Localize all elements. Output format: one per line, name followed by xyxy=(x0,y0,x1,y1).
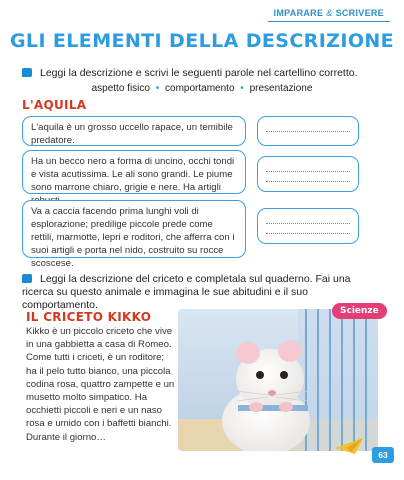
aquila-paragraph-2: Ha un becco nero a forma di uncino, occhi tondi e vista acutissima. Le ali sono grandi. Le piume sono marrone chiaro, grigie e nere. Ha artigli xyxy=(22,150,246,194)
section-header xyxy=(268,6,390,22)
instruction-bullet-icon xyxy=(22,68,32,77)
page-title: GLI ELEMENTI DELLA DESCRIZIONE xyxy=(9,30,395,52)
criceto-heading: IL CRICETO KIKKO xyxy=(26,310,152,324)
aquila-heading: L'AQUILA xyxy=(22,98,87,112)
instruction-2-text: Leggi la descrizione del criceto e completala sul quaderno. Fai una ricerca su questo animale e immagina le sue abitudini e il suo comportamento. xyxy=(22,273,351,311)
instruction-2 xyxy=(22,273,352,312)
answer-line xyxy=(266,163,350,172)
header-ampersand: & xyxy=(326,8,333,18)
hamster-photo xyxy=(178,309,378,451)
header-word-scrivere: SCRIVERE xyxy=(335,8,384,18)
answer-line xyxy=(266,123,350,132)
header-word-imparare: IMPARARE xyxy=(273,8,324,18)
answer-label-1[interactable] xyxy=(257,116,359,146)
aquila-paragraph-3: Va a caccia facendo prima lunghi voli di esplorazione; predilige piccole prede come rettili, marmotte, lepri e roditori, che afferra con i suoi artigli e porta nel nido, costruito su rocce scoscese. xyxy=(22,200,246,258)
keyword-list xyxy=(0,83,404,94)
criceto-text: Kikko è un piccolo criceto che vive in una gabbietta a casa di Romeo. Come tutti i criceti, è un roditore; ha il pelo tutto bianco, una piccola codina rosa, quattro zampette e un musetto molto simpatico. Ha occhietti piccoli e neri e un naso rosa e umido con i baffetti bianchi. Durante il giorno… xyxy=(26,326,175,443)
page-number: 63 xyxy=(372,447,394,463)
answer-label-2[interactable] xyxy=(257,156,359,192)
answer-label-3[interactable] xyxy=(257,208,359,244)
keyword-aspetto: aspetto fisico xyxy=(91,83,150,94)
keyword-separator: • xyxy=(240,83,244,94)
answer-line xyxy=(266,173,350,182)
instruction-1 xyxy=(22,67,358,80)
hamster-illustration xyxy=(178,309,378,451)
keyword-presentazione: presentazione xyxy=(249,83,313,94)
aquila-paragraph-1: L'aquila è un grosso uccello rapace, un temibile predatore. xyxy=(22,116,246,146)
instruction-1-text: Leggi la descrizione e scrivi le seguenti parole nel cartellino corretto. xyxy=(40,67,358,79)
keyword-comportamento: comportamento xyxy=(165,83,235,94)
subject-badge: Scienze xyxy=(332,303,387,319)
instruction-bullet-icon xyxy=(22,274,32,283)
paper-plane-icon xyxy=(333,434,373,458)
answer-line xyxy=(266,225,350,234)
answer-line xyxy=(266,215,350,224)
keyword-separator: • xyxy=(155,83,160,94)
